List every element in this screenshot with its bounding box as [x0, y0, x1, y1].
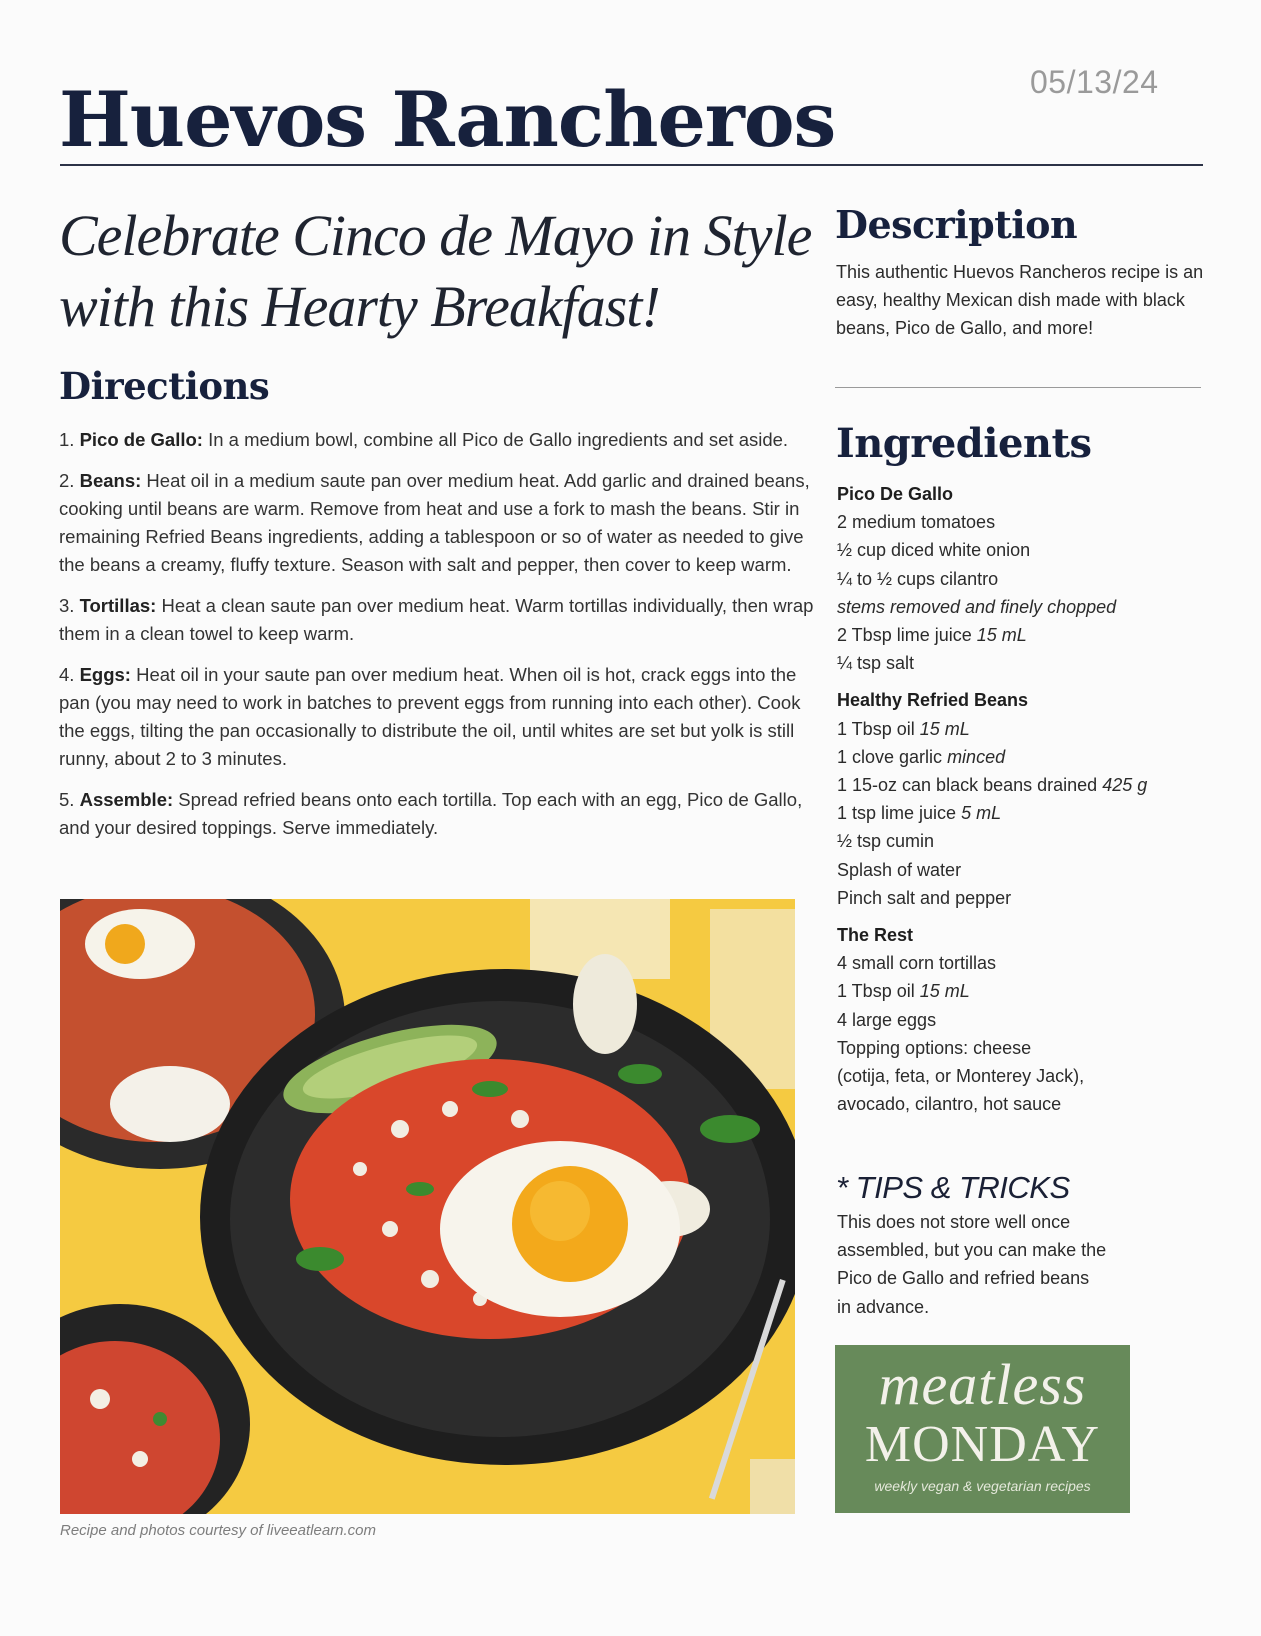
- step-text: Spread refried beans onto each tortilla. Top each with an egg, Pico de Gallo, and your desired toppings. Serve immediately.: [59, 789, 803, 838]
- ingredient-text: ½ cup diced white onion: [837, 540, 1031, 561]
- title-divider: [60, 164, 1203, 166]
- meatless-monday-logo: [835, 1345, 1130, 1513]
- ingredients-heading: Ingredients: [836, 420, 1092, 467]
- ingredient-amount: 425 g: [1102, 775, 1148, 796]
- description-heading: Description: [835, 202, 1078, 247]
- ingredient-text: ¼ to ½ cups cilantro: [837, 568, 999, 589]
- step-text: In a medium bowl, combine all Pico de Gallo ingredients and set aside.: [202, 429, 789, 450]
- step-number: 1.: [59, 429, 75, 450]
- ingredient-text: 1 Tbsp oil: [837, 981, 920, 1002]
- ingredient-amount: 15 mL: [976, 625, 1027, 646]
- logo-script-text: meatless: [878, 1352, 1087, 1417]
- ingredient-text: stems removed and finely chopped: [837, 596, 1117, 617]
- step-number: 5.: [59, 789, 75, 810]
- ingredient-group-title: Pico De Gallo: [837, 484, 954, 504]
- ingredient-item: [837, 536, 1217, 564]
- recipe-subtitle: Celebrate Cinco de Mayo in Style with this Hearty Breakfast!: [59, 203, 812, 339]
- recipe-photo: [60, 899, 795, 1514]
- ingredient-text: Topping options: cheese: [837, 1037, 1032, 1058]
- ingredient-item: [837, 621, 1217, 649]
- ingredient-item: [837, 743, 1217, 771]
- logo-tagline: weekly vegan & vegetarian recipes: [874, 1478, 1091, 1494]
- recipe-date: 05/13/24: [1030, 64, 1159, 100]
- ingredient-item: [837, 715, 1217, 743]
- ingredient-text: 1 Tbsp oil: [837, 718, 920, 739]
- ingredient-amount: 15 mL: [919, 981, 970, 1002]
- ingredient-item: [837, 593, 1217, 621]
- direction-step: [59, 467, 819, 579]
- ingredient-item: [837, 771, 1217, 799]
- ingredient-text: 4 large eggs: [837, 1009, 937, 1030]
- ingredient-item: [837, 1034, 1217, 1062]
- ingredient-item: [837, 649, 1217, 677]
- step-label: Assemble:: [79, 789, 174, 810]
- ingredient-text: Pinch salt and pepper: [837, 887, 1012, 908]
- direction-step: [59, 592, 819, 648]
- sidebar-divider: [835, 387, 1201, 388]
- ingredient-group: [837, 921, 1217, 1118]
- ingredient-text: 1 clove garlic: [837, 746, 948, 767]
- step-label: Eggs:: [79, 664, 131, 685]
- ingredient-group: [837, 686, 1217, 912]
- step-text: Heat oil in your saute pan over medium heat. When oil is hot, crack eggs into the pan (you may need to work in batches to prevent eggs from running into each other). Cook the eggs, tilting the pan occasionally to distribute the oil, until whites are set but yolk is still runny, about 2 to 3 minutes.: [59, 664, 801, 769]
- recipe-title: Huevos Rancheros: [59, 75, 836, 164]
- ingredient-text: ½ tsp cumin: [837, 831, 935, 852]
- ingredient-text: avocado, cilantro, hot sauce: [837, 1094, 1062, 1115]
- tips-text: This does not store well once assembled, but you can make the Pico de Gallo and refried beans in advance.: [837, 1212, 1107, 1317]
- ingredient-text: 1 tsp lime juice: [837, 803, 962, 824]
- photo-credit: Recipe and photos courtesy of liveeatlearn.com: [60, 1522, 377, 1539]
- directions-heading: Directions: [59, 364, 270, 408]
- ingredient-item: [837, 799, 1217, 827]
- ingredient-item: [837, 949, 1217, 977]
- ingredient-item: [837, 565, 1217, 593]
- ingredient-item: [837, 827, 1217, 855]
- ingredient-amount: minced: [947, 746, 1006, 767]
- ingredient-item: [837, 508, 1217, 536]
- ingredient-text: ¼ tsp salt: [837, 653, 915, 674]
- ingredient-amount: 15 mL: [919, 718, 970, 739]
- ingredient-text: (cotija, feta, or Monterey Jack),: [837, 1066, 1085, 1087]
- step-text: Heat oil in a medium saute pan over medium heat. Add garlic and drained beans, cooking until beans are warm. Remove from heat and use a fork to mash the beans. Stir in remaining Refried Beans ingredients, adding a tablespoon or so of water as needed to give the beans a creamy, fluffy texture. Season with salt and pepper, then cover to keep warm.: [59, 470, 810, 575]
- description-text: This authentic Huevos Rancheros recipe is an easy, healthy Mexican dish made with black beans, Pico de Gallo, and more!: [836, 262, 1204, 338]
- ingredient-item: [837, 1006, 1217, 1034]
- ingredient-text: 4 small corn tortillas: [837, 953, 997, 974]
- step-label: Pico de Gallo:: [79, 429, 203, 450]
- tips-heading: * TIPS & TRICKS: [836, 1170, 1070, 1205]
- huevos-rancheros-illustration: [60, 899, 795, 1514]
- ingredient-text: 1 15-oz can black beans drained: [837, 775, 1103, 796]
- ingredient-item: [837, 884, 1217, 912]
- step-label: Beans:: [79, 470, 142, 491]
- step-number: 2.: [59, 470, 75, 491]
- step-number: 3.: [59, 595, 75, 616]
- direction-step: [59, 661, 819, 773]
- ingredient-text: 2 medium tomatoes: [837, 512, 996, 533]
- ingredient-item: [837, 1062, 1217, 1090]
- ingredient-item: [837, 856, 1217, 884]
- ingredients-list: [837, 480, 1217, 1127]
- step-text: Heat a clean saute pan over medium heat. Warm tortillas individually, then wrap them in a clean towel to keep warm.: [59, 595, 814, 644]
- directions-list: [59, 426, 819, 855]
- ingredient-group-title: Healthy Refried Beans: [837, 690, 1029, 711]
- ingredient-group-title: The Rest: [837, 925, 914, 946]
- logo-main-text: MONDAY: [864, 1416, 1101, 1473]
- ingredient-amount: 5 mL: [961, 803, 1002, 824]
- step-number: 4.: [59, 664, 75, 685]
- ingredient-item: [837, 977, 1217, 1005]
- ingredient-text: 2 Tbsp lime juice: [837, 625, 977, 646]
- ingredient-item: [837, 1090, 1217, 1118]
- step-label: Tortillas:: [79, 595, 157, 616]
- ingredient-text: Splash of water: [837, 859, 962, 880]
- ingredient-group: [837, 480, 1217, 677]
- direction-step: [59, 426, 819, 454]
- direction-step: [59, 786, 819, 842]
